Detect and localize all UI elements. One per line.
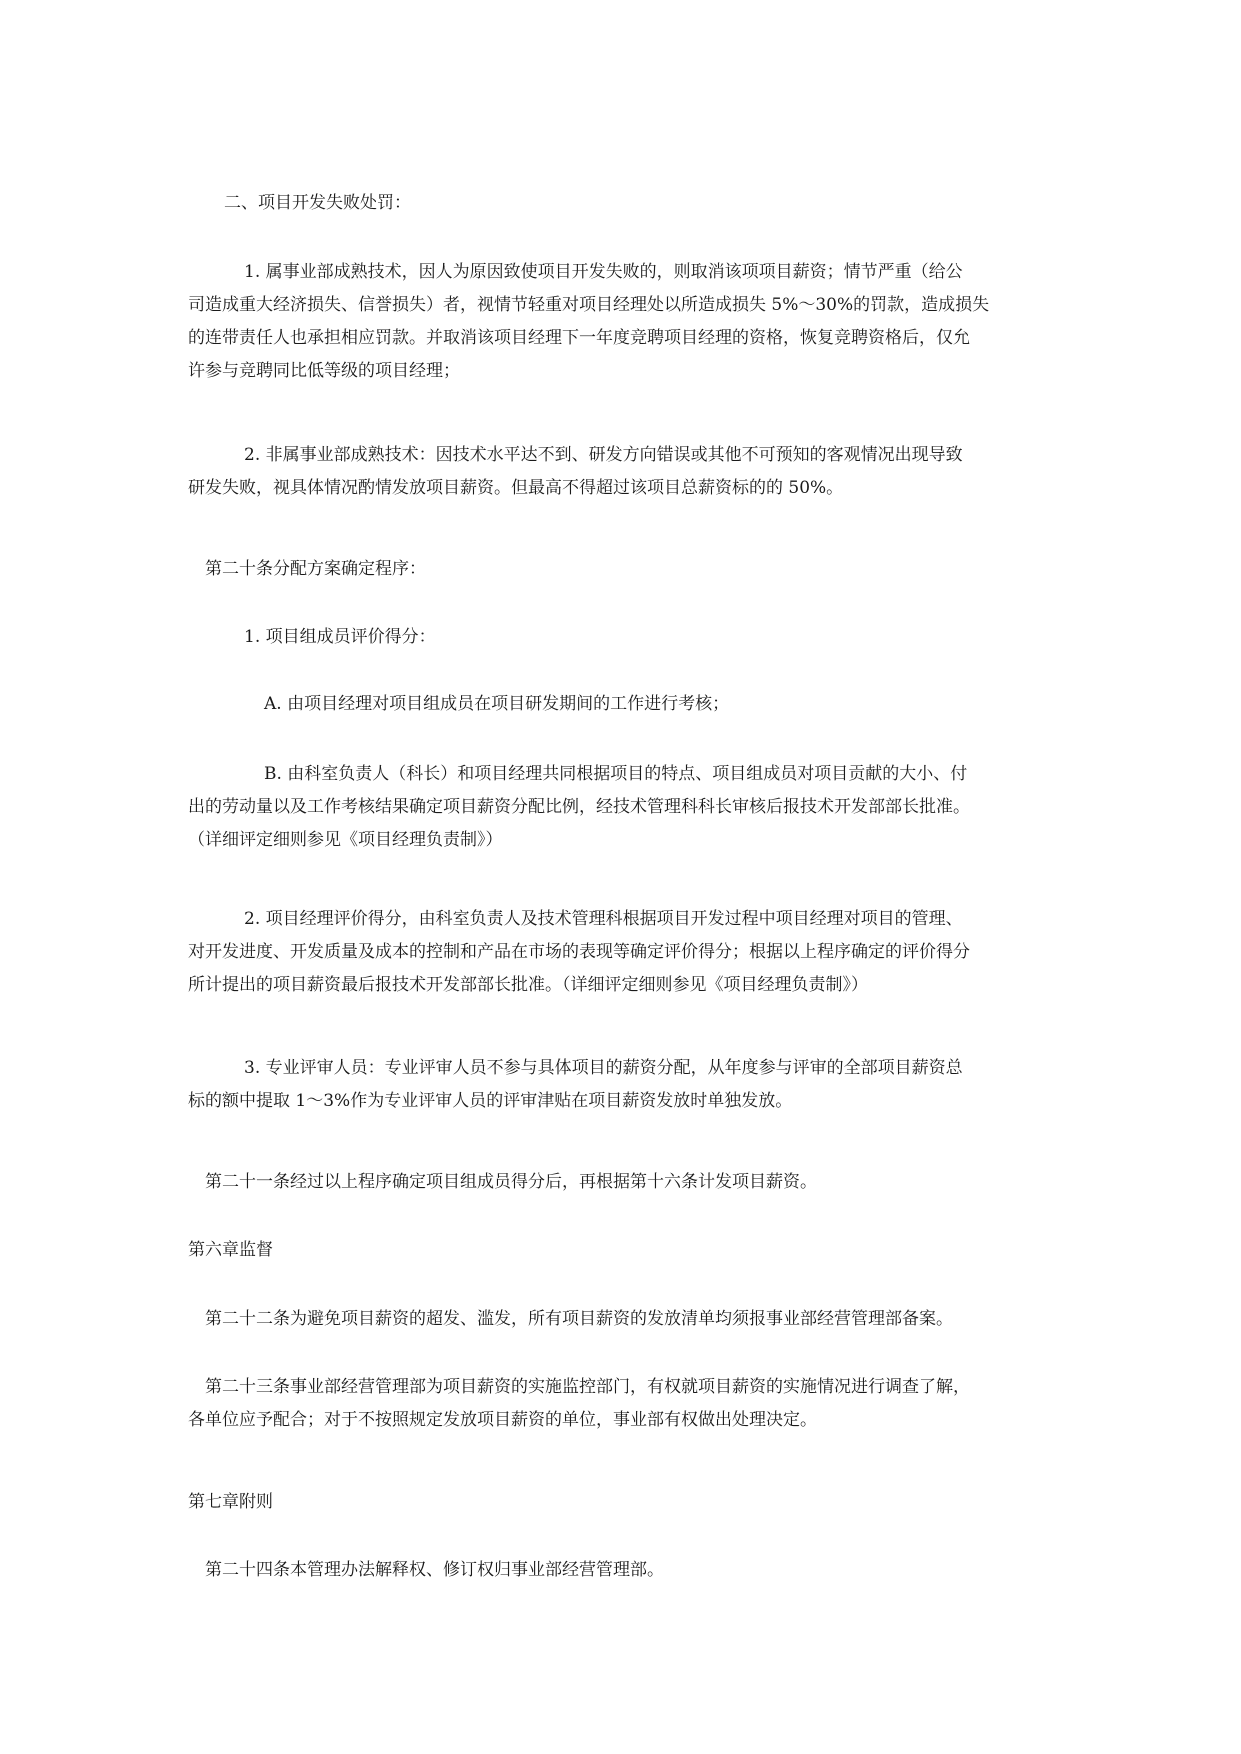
- text-line: 研发失败，视具体情况酌情发放项目薪资。但最高不得超过该项目总薪资标的的 50%。: [188, 478, 844, 498]
- text-line: 各单位应予配合；对于不按照规定发放项目薪资的单位，事业部有权做出处理决定。: [188, 1410, 817, 1430]
- article-20-heading: [188, 553, 1058, 586]
- text-line: 第二十条分配方案确定程序：: [205, 559, 426, 579]
- text-line: 所计提出的项目薪资最后报技术开发部部长批准。（详细评定细则参见《项目经理负责制》）: [188, 975, 868, 995]
- text-line: 司造成重大经济损失、信誉损失）者，视情节轻重对项目经理处以所造成损失 5%～30%的罚款，造成损失: [188, 295, 990, 315]
- paragraph-expert-reviewers: [188, 1052, 1058, 1118]
- paragraph-member-evaluation: [188, 621, 1058, 654]
- text-line: 2. 非属事业部成熟技术：因技术水平达不到、研发方向错误或其他不可预知的客观情况出现导致: [244, 445, 963, 465]
- article-24: [188, 1554, 1058, 1587]
- text-line: 第二十一条经过以上程序确定项目组成员得分后，再根据第十六条计发项目薪资。: [205, 1172, 817, 1192]
- text-line: 第二十三条事业部经营管理部为项目薪资的实施监控部门，有权就项目薪资的实施情况进行调查了解，: [205, 1377, 970, 1397]
- section-heading-project-failure-penalty: [188, 187, 1058, 220]
- text-line: B. 由科室负责人（科长）和项目经理共同根据项目的特点、项目组成员对项目贡献的大小、付: [264, 764, 968, 784]
- text-line: 3. 专业评审人员：专业评审人员不参与具体项目的薪资分配，从年度参与评审的全部项目薪资总: [244, 1058, 963, 1078]
- text-line: 第六章监督: [188, 1240, 273, 1260]
- paragraph-manager-evaluation: [188, 903, 1058, 1002]
- text-line: 1. 项目组成员评价得分：: [244, 627, 436, 647]
- text-line: （详细评定细则参见《项目经理负责制》）: [188, 830, 503, 850]
- chapter-7-heading: [188, 1486, 1058, 1519]
- paragraph-item-2-non-mature-tech: [188, 439, 1058, 505]
- text-line: 对开发进度、开发质量及成本的控制和产品在市场的表现等确定评价得分；根据以上程序确定的评价得分: [188, 942, 970, 962]
- text-line: 二、项目开发失败处罚：: [224, 193, 411, 213]
- paragraph-item-b: [188, 758, 1058, 857]
- text-line: A. 由项目经理对项目组成员在项目研发期间的工作进行考核；: [264, 694, 730, 714]
- text-line: 第七章附则: [188, 1492, 273, 1512]
- paragraph-item-1-mature-tech: [188, 256, 1058, 388]
- chapter-6-heading: [188, 1234, 1058, 1267]
- text-line: 的连带责任人也承担相应罚款。并取消该项目经理下一年度竞聘项目经理的资格，恢复竞聘资格后，仅允: [188, 328, 970, 348]
- text-line: 标的额中提取 1～3%作为专业评审人员的评审津贴在项目薪资发放时单独发放。: [188, 1091, 793, 1111]
- text-line: 出的劳动量以及工作考核结果确定项目薪资分配比例，经技术管理科科长审核后报技术开发部部长批准。: [188, 797, 970, 817]
- article-23: [188, 1371, 1058, 1437]
- text-line: 1. 属事业部成熟技术，因人为原因致使项目开发失败的，则取消该项项目薪资；情节严重（给公: [244, 262, 963, 282]
- text-line: 第二十四条本管理办法解释权、修订权归事业部经营管理部。: [205, 1560, 664, 1580]
- text-line: 第二十二条为避免项目薪资的超发、滥发，所有项目薪资的发放清单均须报事业部经营管理部备案。: [205, 1309, 953, 1329]
- text-line: 2. 项目经理评价得分，由科室负责人及技术管理科根据项目开发过程中项目经理对项目的管理、: [244, 909, 963, 929]
- paragraph-item-a: [188, 688, 1058, 721]
- article-21: [188, 1166, 1058, 1199]
- text-line: 许参与竞聘同比低等级的项目经理；: [188, 361, 460, 381]
- article-22: [188, 1303, 1058, 1336]
